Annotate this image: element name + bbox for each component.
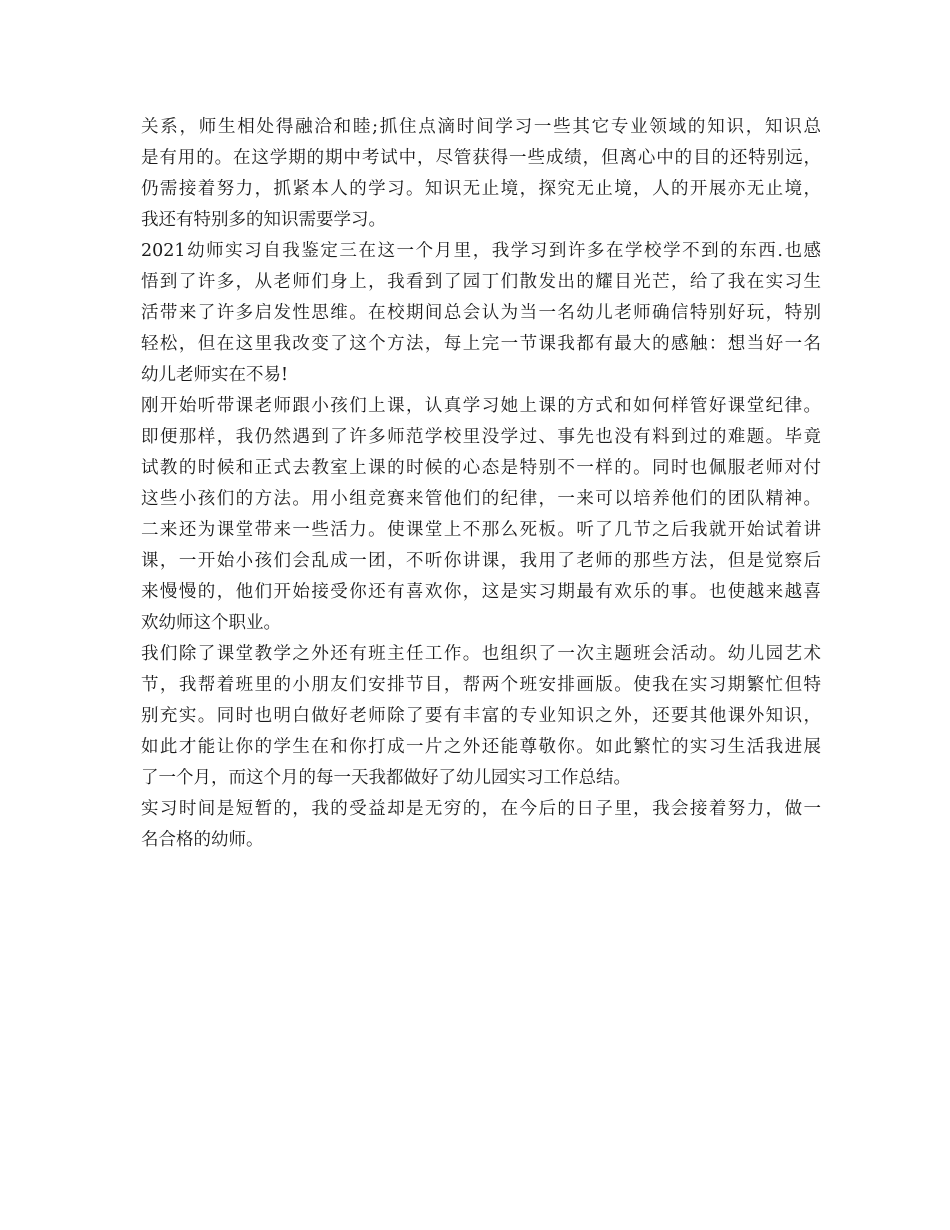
text-line: 实习时间是短暂的，我的受益却是无穷的，在今后的日子里，我会接着努力，做一	[141, 799, 821, 819]
paragraph-1	[141, 112, 821, 236]
text-line: 欢幼师这个职业。	[141, 613, 281, 633]
text-line: 试教的时候和正式去教室上课的时候的心态是特别不一样的。同时也佩服老师对付	[141, 458, 821, 478]
text-line: 我还有特别多的知识需要学习。	[141, 210, 386, 230]
text-line: 即便那样，我仍然遇到了许多师范学校里没学过、事先也没有料到过的难题。毕竟	[141, 427, 821, 447]
text-line: 节，我帮着班里的小朋友们安排节目，帮两个班安排画版。使我在实习期繁忙但特	[141, 675, 821, 695]
text-line: 悟到了许多，从老师们身上，我看到了园丁们散发出的耀目光芒，给了我在实习生	[141, 272, 821, 292]
paragraph-3	[141, 391, 821, 639]
text-line: 是有用的。在这学期的期中考试中，尽管获得一些成绩，但离心中的目的还特别远，	[141, 148, 821, 168]
paragraph-2	[141, 236, 821, 391]
text-line: 了一个月，而这个月的每一天我都做好了幼儿园实习工作总结。	[141, 768, 631, 788]
text-line: 2021幼师实习自我鉴定三在这一个月里，我学习到许多在学校学不到的东西.也感	[141, 241, 821, 261]
text-line: 二来还为课堂带来一些活力。使课堂上不那么死板。听了几节之后我就开始试着讲	[141, 520, 821, 540]
text-line: 如此才能让你的学生在和你打成一片之外还能尊敬你。如此繁忙的实习生活我进展	[141, 737, 821, 757]
paragraph-4	[141, 639, 821, 794]
text-line: 仍需接着努力，抓紧本人的学习。知识无止境，探究无止境，人的开展亦无止境，	[141, 179, 821, 199]
text-line: 名合格的幼师。	[141, 830, 264, 850]
text-line: 活带来了许多启发性思维。在校期间总会认为当一名幼儿老师确信特别好玩，特别	[141, 303, 821, 323]
text-line: 刚开始听带课老师跟小孩们上课，认真学习她上课的方式和如何样管好课堂纪律。	[141, 396, 821, 416]
text-line: 轻松，但在这里我改变了这个方法，每上完一节课我都有最大的感触：想当好一名	[141, 334, 821, 354]
text-line: 来慢慢的，他们开始接受你还有喜欢你，这是实习期最有欢乐的事。也使越来越喜	[141, 582, 821, 602]
paragraph-5	[141, 794, 821, 856]
text-line: 关系，师生相处得融洽和睦;抓住点滴时间学习一些其它专业领域的知识，知识总	[141, 117, 821, 137]
text-line: 课，一开始小孩们会乱成一团，不听你讲课，我用了老师的那些方法，但是觉察后	[141, 551, 821, 571]
text-line: 这些小孩们的方法。用小组竞赛来管他们的纪律，一来可以培养他们的团队精神。	[141, 489, 821, 509]
text-line: 别充实。同时也明白做好老师除了要有丰富的专业知识之外，还要其他课外知识，	[141, 706, 821, 726]
text-line: 幼儿老师实在不易!	[141, 365, 289, 385]
text-line: 我们除了课堂教学之外还有班主任工作。也组织了一次主题班会活动。幼儿园艺术	[141, 644, 821, 664]
document-body	[141, 112, 821, 856]
